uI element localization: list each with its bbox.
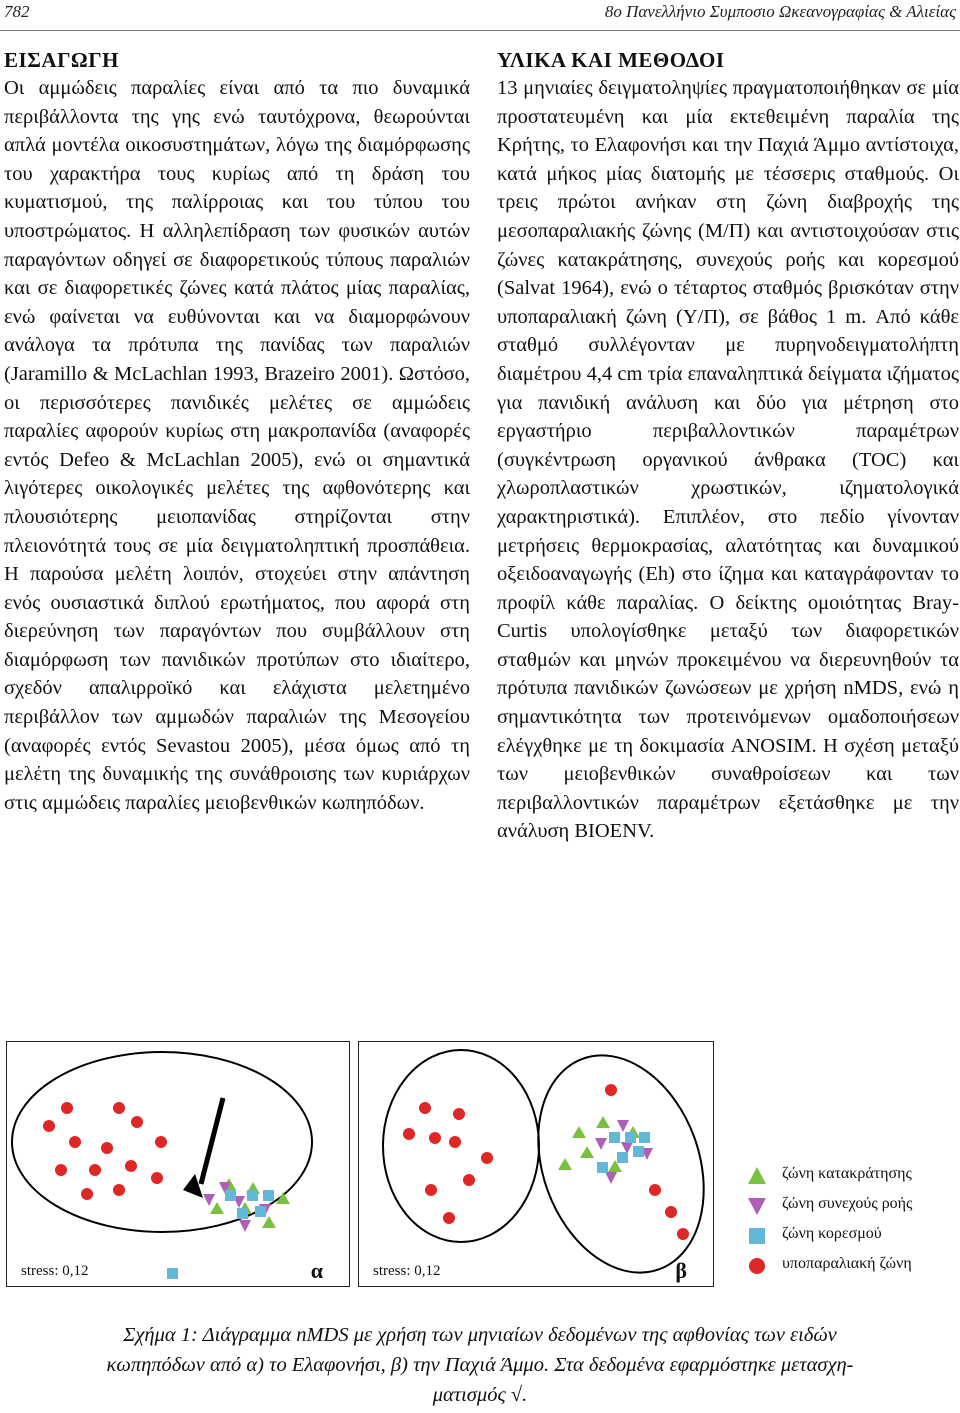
point-saturation (639, 1132, 650, 1143)
legend-label: ζώνη συνεχούς ροής (782, 1195, 913, 1212)
point-saturation (247, 1190, 258, 1201)
point-subtidal (125, 1160, 137, 1172)
point-retention (210, 1202, 224, 1214)
point-subtidal (425, 1184, 437, 1196)
point-saturation (167, 1268, 178, 1279)
panel-label-a: α (310, 1258, 323, 1283)
point-saturation (263, 1190, 274, 1201)
point-retention (262, 1216, 276, 1228)
legend-item-subtidal (740, 1253, 960, 1283)
point-subtidal (449, 1136, 461, 1148)
point-flow (605, 1172, 617, 1184)
point-saturation (617, 1152, 628, 1163)
point-saturation (633, 1146, 644, 1157)
legend-item-saturation (740, 1223, 960, 1253)
running-header: 8ο Πανελλήνιο Συμποσιο Ωκεανογραφίας & Αλιείας (604, 2, 956, 21)
point-saturation (237, 1208, 248, 1219)
point-subtidal (113, 1184, 125, 1196)
nmds-panel-a (6, 1041, 350, 1287)
point-saturation (609, 1132, 620, 1143)
point-subtidal (101, 1142, 113, 1154)
legend-label: ζώνη κορεσμού (782, 1225, 882, 1242)
point-subtidal (429, 1132, 441, 1144)
point-saturation (597, 1162, 608, 1173)
points-red (403, 1084, 689, 1240)
nmds-plot-a (7, 1042, 349, 1286)
point-subtidal (403, 1128, 415, 1140)
caption-line-3: ματισμός √. (432, 1384, 528, 1406)
intro-heading: ΕΙΣΑΓΩΓΗ (4, 48, 119, 72)
nmds-panel-b (358, 1041, 714, 1287)
point-flow (239, 1220, 251, 1232)
triangle-down-icon (746, 1195, 768, 1217)
legend-label: υποπαραλιακή ζώνη (782, 1255, 912, 1272)
points-red (43, 1102, 167, 1200)
stress-label-a: stress: 0,12 (21, 1263, 89, 1279)
point-subtidal (155, 1136, 167, 1148)
caption-line-2: κωπηπόδων από α) το Ελαφονήσι, β) την Παχιά Άμμο. Στα δεδομένα εφαρμόστηκε μετασχη- (106, 1354, 854, 1376)
point-subtidal (453, 1108, 465, 1120)
point-subtidal (43, 1120, 55, 1132)
group-ellipse (509, 1042, 713, 1286)
nmds-plot-b (359, 1042, 713, 1286)
point-subtidal (481, 1152, 493, 1164)
point-subtidal (55, 1164, 67, 1176)
legend-item-retention (740, 1163, 960, 1193)
point-subtidal (113, 1102, 125, 1114)
point-retention (558, 1158, 572, 1170)
legend-item-flow (740, 1193, 960, 1223)
point-saturation (225, 1190, 236, 1201)
point-subtidal (463, 1174, 475, 1186)
point-subtidal (443, 1212, 455, 1224)
point-retention (580, 1146, 594, 1158)
point-flow (203, 1194, 215, 1206)
header-rule (0, 30, 960, 31)
point-subtidal (61, 1102, 73, 1114)
point-subtidal (665, 1206, 677, 1218)
panel-label-b: β (675, 1258, 687, 1283)
point-subtidal (69, 1136, 81, 1148)
point-subtidal (81, 1188, 93, 1200)
triangle-up-icon (746, 1165, 768, 1187)
figure-1 (0, 1035, 960, 1290)
point-retention (572, 1126, 586, 1138)
figure-caption (0, 1320, 960, 1410)
methods-heading: ΥΛΙΚΑ ΚΑΙ ΜΕΘΟΔΟΙ (497, 48, 725, 72)
point-subtidal (605, 1084, 617, 1096)
point-flow (595, 1138, 607, 1150)
methods-column (497, 46, 959, 846)
point-flow (617, 1120, 629, 1132)
point-subtidal (151, 1172, 163, 1184)
point-subtidal (419, 1102, 431, 1114)
point-subtidal (649, 1184, 661, 1196)
legend-label: ζώνη κατακράτησης (782, 1165, 912, 1182)
point-saturation (255, 1206, 266, 1217)
methods-body: 13 μηνιαίες δειγματοληψίες πραγματοποιήθηκαν σε μία προστατευμένη και μία εκτεθειμένη παραλία της Κρήτης, το Ελαφονήσι και την Παχιά Άμμο αντίστοιχα, κατά μήκος μίας διατομής με τέσσερις σταθμούς. Οι τρεις πρώτοι ανήκαν στη ζώνη διαβροχής της μεσοπαραλιακής ζώνης (Μ/Π) και αντιστοιχούσαν στις ζώνες κατακράτησης, συνεχούς ροής και κορεσμού (Salvat 1964), ενώ ο τέταρτος σταθμός βρισκόταν στην υποπαραλιακή ζώνη (Υ/Π), σε βάθος 1 m. Από κάθε σταθμό συλλέγονταν με πυρηνοδειγματολήπτη διαμέτρου 4,4 cm τρία επαναληπτικά δείγματα ιζήματος για πανιδική ανάλυση και δύο για μέτρηση στο εργαστήριο περιβαλλοντικών παραμέτρων (συγκέντρωση οργανικού άνθρακα (TOC) και χλωροπλαστικών χρωστικών, ιζηματολογικά χαρακτηριστικά). Επιπλέον, στο πεδίο γίνονταν μετρήσεις θερμοκρασίας, αλατότητας και δυναμικού οξειδοαναγωγής (Eh) στο ίζημα και καταγράφονταν το προφίλ κάθε παραλίας. Ο δείκτης ομοιότητας Bray-Curtis υπολογίσθηκε μεταξύ των διαφορετικών σταθμών και μηνών προκειμένου να διερευνηθούν τα πρότυπα πανιδικών ζωνώσεων με χρήση nMDS, ενώ η σημαντικότητα των προτεινόμενων ομαδοποιήσεων ελέγχθηκε με τη δοκιμασία ANOSIM. Η σχέση μεταξύ των μειοβενθικών συναθροίσεων και των περιβαλλοντικών παραμέτρων εξετάσθηκε με την ανάλυση BIOENV. (497, 77, 959, 843)
circle-icon (746, 1255, 768, 1277)
arrow-head (183, 1174, 203, 1198)
page-number: 782 (4, 2, 30, 21)
stress-label-b: stress: 0,12 (373, 1263, 441, 1279)
point-subtidal (677, 1228, 689, 1240)
intro-body: Οι αμμώδεις παραλίες είναι από τα πιο δυναμικά περιβάλλοντα της γης ενώ ταυτόχρονα, θεωρούνται απλά μοντέλα οικοσυστημάτων, λόγω της διαμόρφωσης του χαρακτήρα τους κυρίως από τη δράση του κυματισμού, της παλίρροιας και του τύπου του υποστρώματος. Η αλληλεπίδραση των φυσικών αυτών παραγόντων οδηγεί σε διαφορετικούς τύπους παραλιών και σε διαφορετικές ζώνες κατά πλάτος μίας παραλίας, ενώ φαίνεται να ευθύνονται και να διαμορφώνουν ανάλογα τα πρότυπα της πανίδας των παραλιών (Jaramillo & McLachlan 1993, Brazeiro 2001). Ωστόσο, οι περισσότερες πανιδικές μελέτες σε αμμώδεις παραλίες αφορούν κυρίως στη μακροπανίδα (αναφορές εντός Defeo & McLachlan 2005), ενώ οι σημαντικά λιγότερες οικολογικές μελέτες της αφθονότερης και πλουσιότερης μειοπανίδας στηρίζονται στην πλειονότητά τους σε μία δειγματοληπτική προσπάθεια. Η παρούσα μελέτη λοιπόν, στοχεύει στην απάντηση ενός ουσιαστικά διπλού ερωτήματος, που αφορά στη διερεύνηση των παραγόντων που συμβάλλουν στη διαμόρφωση των πανιδικών προτύπων στο ιδιαίτερο, σχεδόν απαλιρροϊκό και ελάχιστα μελετημένο περιβάλλον των αμμωδών παραλιών της Μεσογείου (αναφορές εντός Sevastou 2005), μέσα όμως από τη μελέτη της δυναμικής της συνάθροισης των κυριάρχων στις αμμώδεις παραλίες μειοβενθικών κωπηπόδων. (4, 77, 470, 814)
square-icon (746, 1225, 768, 1247)
intro-column (4, 46, 470, 817)
group-ellipse (383, 1050, 539, 1242)
point-subtidal (131, 1116, 143, 1128)
point-retention (596, 1116, 610, 1128)
figure-legend (740, 1163, 960, 1283)
arrow-shaft (201, 1098, 223, 1184)
points-blue (167, 1190, 274, 1279)
caption-line-1: Σχήμα 1: Διάγραμμα nMDS με χρήση των μηνιαίων δεδομένων της αφθονίας των ειδών (123, 1324, 837, 1346)
point-subtidal (89, 1164, 101, 1176)
point-saturation (625, 1132, 636, 1143)
